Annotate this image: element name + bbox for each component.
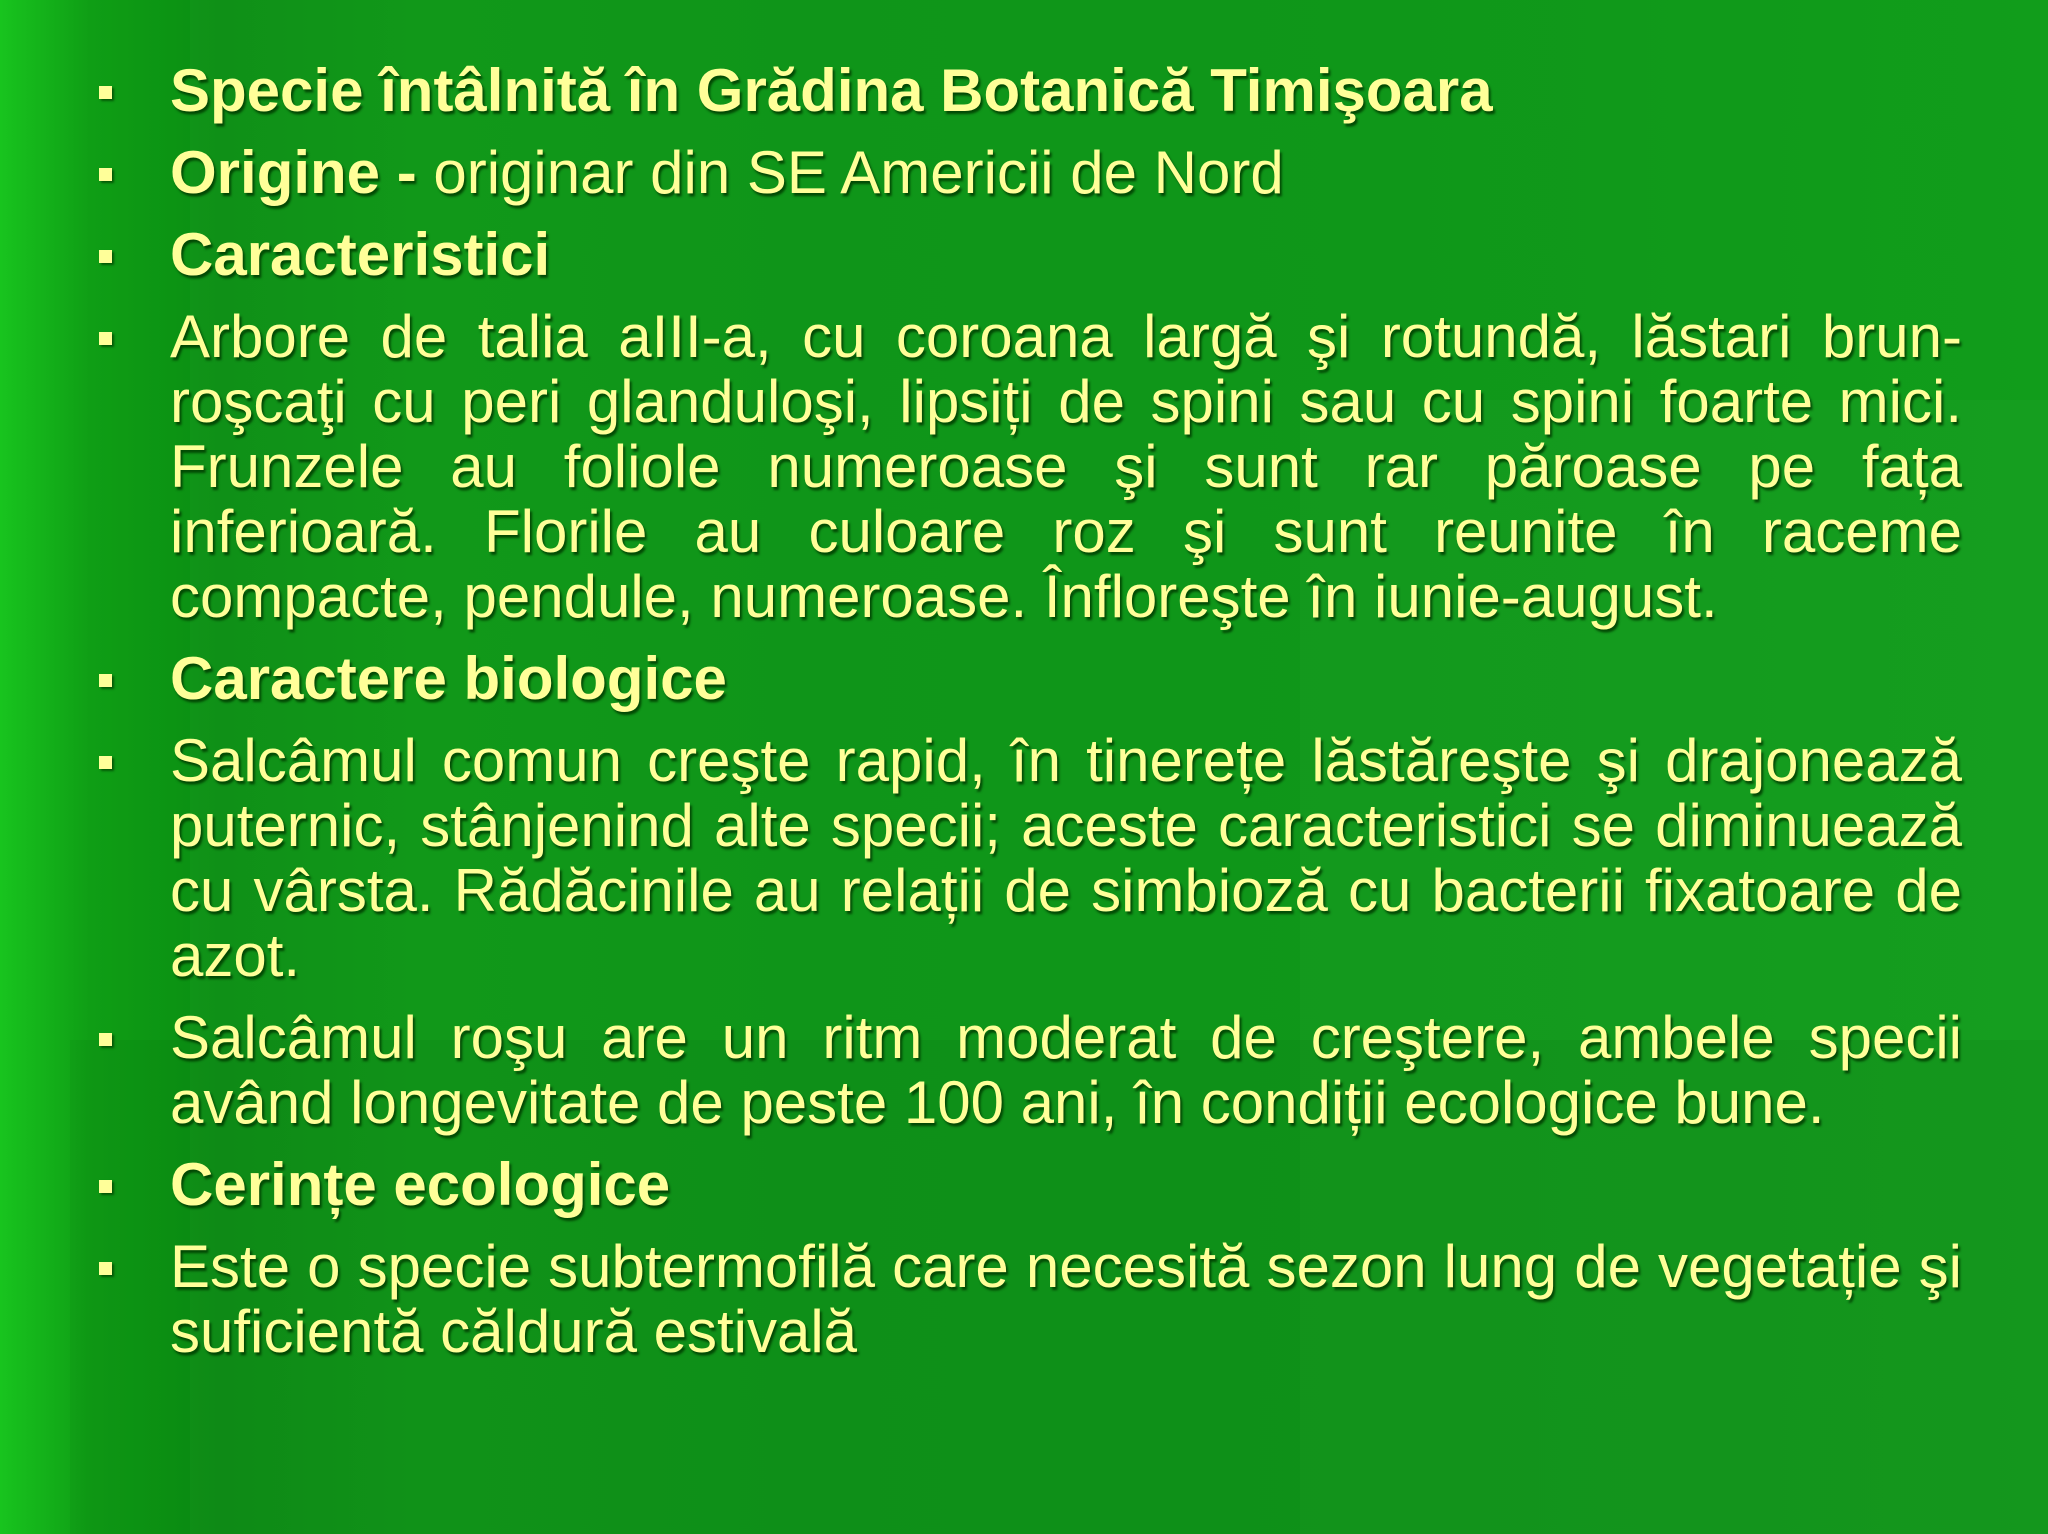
- square-bullet-icon: [99, 1033, 112, 1046]
- square-bullet-icon: [99, 250, 112, 263]
- square-bullet-icon: [99, 86, 112, 99]
- square-bullet-icon: [99, 332, 112, 345]
- square-bullet-icon: [99, 1262, 112, 1275]
- bullet-item-descriere: [0, 304, 2048, 629]
- bullet-text: Arbore de talia aIII-a, cu coroana largă şi rotundă, lăstari brun-roşcaţi cu peri glanduloşi, lipsiți de spini sau cu spini foarte mici. Frunzele au foliole numeroase şi sunt rar păroase pe fața inferioară. Florile au culoare roz şi sunt reunite în raceme compacte, pendule, numeroase. Înfloreşte în iunie-august.: [170, 303, 1962, 630]
- bullet-heading: Caracteristici: [170, 221, 551, 288]
- bullet-list: [0, 58, 2048, 1381]
- bullet-heading: Specie întâlnită în Grădina Botanică Timişoara: [170, 57, 1493, 124]
- bullet-text: Salcâmul comun creşte rapid, în tinerețe lăstăreşte şi drajonează puternic, stânjenind alte specii; aceste caracteristici se diminuează cu vârsta. Rădăcinile au relații de simbioză cu bacterii fixatoare de azot.: [170, 727, 1962, 989]
- bullet-item-specie: [0, 58, 2048, 123]
- bullet-item-cerinte-ecologice: [0, 1152, 2048, 1217]
- bullet-item-caractere-biologice: [0, 646, 2048, 711]
- bullet-item-salcam-comun: [0, 728, 2048, 988]
- bullet-heading: Cerințe ecologice: [170, 1151, 671, 1218]
- bullet-item-salcam-rosu: [0, 1005, 2048, 1135]
- square-bullet-icon: [99, 1180, 112, 1193]
- bullet-item-origine: [0, 140, 2048, 205]
- bullet-heading: Origine -: [170, 139, 434, 206]
- square-bullet-icon: [99, 168, 112, 181]
- bullet-text: originar din SE Americii de Nord: [433, 139, 1284, 206]
- bullet-item-caracteristici: [0, 222, 2048, 287]
- square-bullet-icon: [99, 756, 112, 769]
- square-bullet-icon: [99, 674, 112, 687]
- bullet-text: Salcâmul roşu are un ritm moderat de creştere, ambele specii având longevitate de peste 100 ani, în condiții ecologice bune.: [170, 1004, 1962, 1136]
- bullet-heading: Caractere biologice: [170, 645, 727, 712]
- bullet-item-subtermofila: [0, 1234, 2048, 1364]
- bullet-text: Este o specie subtermofilă care necesită sezon lung de vegetație şi suficientă căldură estivală: [170, 1233, 1962, 1365]
